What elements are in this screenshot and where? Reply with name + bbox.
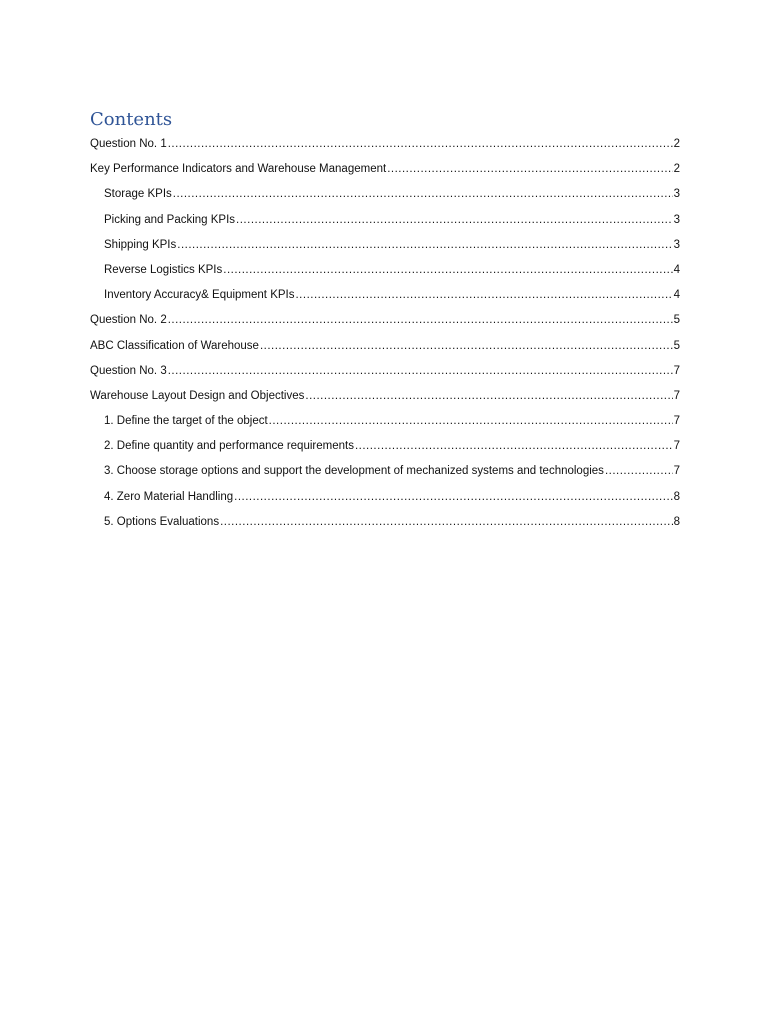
toc-dot-leader bbox=[269, 409, 673, 434]
toc-dot-leader bbox=[168, 359, 673, 384]
toc-dot-leader bbox=[168, 132, 673, 157]
toc-entry-text: Reverse Logistics KPIs bbox=[104, 263, 223, 276]
toc-page-number: 4 bbox=[673, 289, 680, 302]
toc-dot-leader bbox=[168, 308, 673, 333]
toc-entry[interactable] bbox=[90, 459, 680, 484]
toc-entry[interactable] bbox=[90, 409, 680, 434]
toc-entry[interactable] bbox=[90, 359, 680, 384]
toc-dot-leader bbox=[236, 208, 673, 233]
toc-entry-text: 1. Define the target of the object bbox=[104, 415, 268, 428]
toc-entry-text: Inventory Accuracy& Equipment KPIs bbox=[104, 289, 295, 302]
toc-dot-leader bbox=[355, 434, 673, 459]
toc-entry-text: Storage KPIs bbox=[104, 188, 172, 201]
toc-dot-leader bbox=[605, 459, 673, 484]
toc-entry[interactable] bbox=[90, 308, 680, 333]
toc-dot-leader bbox=[177, 233, 672, 258]
toc-dot-leader bbox=[220, 510, 673, 535]
toc-entry[interactable] bbox=[90, 384, 680, 409]
toc-page-number: 5 bbox=[673, 314, 680, 327]
toc-page-number: 7 bbox=[673, 415, 680, 428]
toc-entry[interactable] bbox=[90, 208, 680, 233]
toc-dot-leader bbox=[387, 157, 672, 182]
toc-entry[interactable] bbox=[90, 485, 680, 510]
toc-entry[interactable] bbox=[90, 157, 680, 182]
toc-entry-text: Question No. 1 bbox=[90, 138, 167, 150]
toc-entry[interactable] bbox=[90, 510, 680, 535]
toc-entry[interactable] bbox=[90, 334, 680, 359]
toc-entry-text: 2. Define quantity and performance requirements bbox=[104, 440, 354, 453]
toc-dot-leader bbox=[295, 283, 672, 308]
toc-entry-text: Picking and Packing KPIs bbox=[104, 213, 236, 226]
toc-entry[interactable] bbox=[90, 182, 680, 207]
toc-page-number: 8 bbox=[673, 515, 680, 528]
toc-entry[interactable] bbox=[90, 283, 680, 308]
toc-entry-text: 3. Choose storage options and support the development of mechanized systems and technologies bbox=[104, 465, 604, 478]
toc-entry-text: ABC Classification of Warehouse bbox=[90, 339, 259, 352]
toc-dot-leader bbox=[173, 182, 673, 207]
toc-page-number: 4 bbox=[673, 263, 680, 276]
toc-entry-text: Warehouse Layout Design and Objectives bbox=[90, 389, 305, 402]
toc-entry-text: Question No. 2 bbox=[90, 314, 167, 327]
toc-entry-text: Key Performance Indicators and Warehouse Management bbox=[90, 163, 387, 176]
toc-entry-text: 5. Options Evaluations bbox=[104, 515, 220, 528]
toc-page-number: 7 bbox=[673, 364, 680, 377]
toc-page-number: 3 bbox=[673, 188, 680, 201]
toc-page-number: 8 bbox=[673, 490, 680, 503]
toc-page-number: 2 bbox=[673, 138, 680, 150]
toc-page-number: 3 bbox=[673, 213, 680, 226]
toc-page-number: 7 bbox=[673, 465, 680, 478]
toc-title: Contents bbox=[90, 109, 173, 130]
toc-page-number: 7 bbox=[673, 440, 680, 453]
table-of-contents bbox=[90, 132, 680, 535]
toc-entry[interactable] bbox=[90, 258, 680, 283]
toc-entry-text: Shipping KPIs bbox=[104, 238, 177, 251]
toc-dot-leader bbox=[260, 334, 673, 359]
toc-entry[interactable] bbox=[90, 233, 680, 258]
toc-page-number: 3 bbox=[673, 238, 680, 251]
toc-dot-leader bbox=[223, 258, 672, 283]
toc-page-number: 2 bbox=[673, 163, 680, 176]
toc-dot-leader bbox=[305, 384, 672, 409]
toc-entry-text: 4. Zero Material Handling bbox=[104, 490, 234, 503]
toc-entry-text: Question No. 3 bbox=[90, 364, 167, 377]
toc-dot-leader bbox=[234, 485, 672, 510]
toc-entry[interactable] bbox=[90, 132, 680, 157]
toc-entry[interactable] bbox=[90, 434, 680, 459]
toc-page-number: 5 bbox=[673, 339, 680, 352]
toc-page-number: 7 bbox=[673, 389, 680, 402]
